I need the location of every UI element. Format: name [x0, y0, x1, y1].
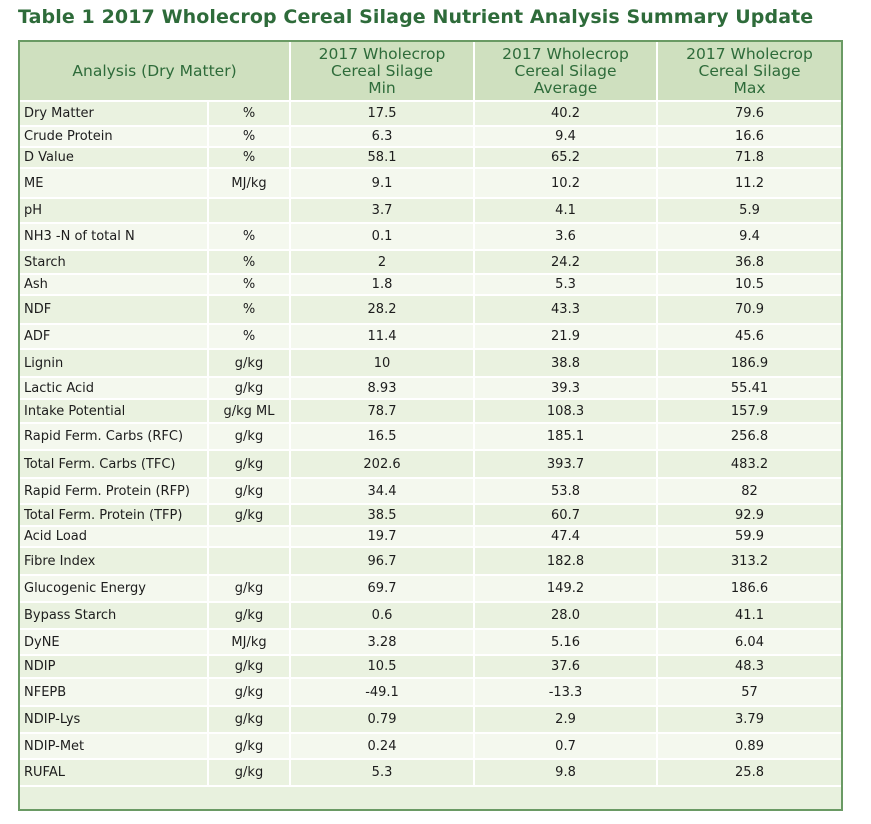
- table-row: [20, 450, 841, 478]
- row-unit: %: [208, 126, 290, 147]
- row-name: NDIP-Met: [20, 733, 208, 759]
- header-analysis: [20, 42, 290, 101]
- row-max: 313.2: [657, 547, 841, 575]
- page-title: Table 1 2017 Wholecrop Cereal Silage Nutrient Analysis Summary Update: [18, 6, 814, 28]
- row-unit: g/kg: [208, 349, 290, 377]
- row-max: 256.8: [657, 423, 841, 450]
- row-max: 36.8: [657, 250, 841, 274]
- row-unit: MJ/kg: [208, 168, 290, 198]
- table-row: [20, 101, 841, 126]
- table-row: [20, 733, 841, 759]
- row-name: NDF: [20, 295, 208, 324]
- row-unit: [208, 526, 290, 547]
- row-max: 71.8: [657, 147, 841, 168]
- row-min: 0.24: [290, 733, 474, 759]
- row-name: D Value: [20, 147, 208, 168]
- row-average: 38.8: [474, 349, 657, 377]
- row-min: 17.5: [290, 101, 474, 126]
- row-max: 186.6: [657, 575, 841, 602]
- row-min: 0.6: [290, 602, 474, 629]
- table-row: [20, 547, 841, 575]
- row-average: 53.8: [474, 478, 657, 504]
- row-unit: [208, 547, 290, 575]
- row-name: Fibre Index: [20, 547, 208, 575]
- row-average: 47.4: [474, 526, 657, 547]
- row-unit: [208, 198, 290, 223]
- row-unit: %: [208, 324, 290, 349]
- row-min: 5.3: [290, 759, 474, 786]
- row-average: 37.6: [474, 655, 657, 678]
- row-min: 28.2: [290, 295, 474, 324]
- row-max: 55.41: [657, 377, 841, 399]
- row-min: 16.5: [290, 423, 474, 450]
- row-min: 9.1: [290, 168, 474, 198]
- row-max: 186.9: [657, 349, 841, 377]
- row-max: 92.9: [657, 504, 841, 526]
- table-row: [20, 349, 841, 377]
- row-min: 8.93: [290, 377, 474, 399]
- nutrient-table-container: [18, 40, 843, 811]
- row-unit: %: [208, 101, 290, 126]
- row-unit: g/kg: [208, 377, 290, 399]
- table-row: [20, 274, 841, 295]
- table-row: [20, 478, 841, 504]
- table-row: [20, 377, 841, 399]
- row-unit: g/kg ML: [208, 399, 290, 423]
- table-row: [20, 324, 841, 349]
- row-name: Rapid Ferm. Carbs (RFC): [20, 423, 208, 450]
- row-average: 24.2: [474, 250, 657, 274]
- row-unit: %: [208, 274, 290, 295]
- row-average: 185.1: [474, 423, 657, 450]
- row-unit: g/kg: [208, 504, 290, 526]
- row-min: 1.8: [290, 274, 474, 295]
- row-unit: %: [208, 250, 290, 274]
- table-row: [20, 423, 841, 450]
- table-header-row: [20, 42, 841, 101]
- row-max: 57: [657, 678, 841, 706]
- row-max: 3.79: [657, 706, 841, 733]
- row-name: RUFAL: [20, 759, 208, 786]
- row-average: 182.8: [474, 547, 657, 575]
- row-name: Total Ferm. Protein (TFP): [20, 504, 208, 526]
- table-row: [20, 399, 841, 423]
- row-max: 10.5: [657, 274, 841, 295]
- row-average: 5.16: [474, 629, 657, 655]
- row-average: 5.3: [474, 274, 657, 295]
- row-name: Acid Load: [20, 526, 208, 547]
- row-unit: g/kg: [208, 602, 290, 629]
- row-name: Glucogenic Energy: [20, 575, 208, 602]
- row-name: Ash: [20, 274, 208, 295]
- row-average: 149.2: [474, 575, 657, 602]
- table-row: [20, 147, 841, 168]
- row-unit: g/kg: [208, 706, 290, 733]
- row-average: 2.9: [474, 706, 657, 733]
- table-row: [20, 223, 841, 250]
- row-max: 41.1: [657, 602, 841, 629]
- row-average: 3.6: [474, 223, 657, 250]
- row-name: Starch: [20, 250, 208, 274]
- header-min-line: Min: [368, 78, 396, 97]
- row-name: Crude Protein: [20, 126, 208, 147]
- row-min: -49.1: [290, 678, 474, 706]
- row-average: 40.2: [474, 101, 657, 126]
- row-name: Lignin: [20, 349, 208, 377]
- row-average: 39.3: [474, 377, 657, 399]
- row-max: 6.04: [657, 629, 841, 655]
- row-max: 9.4: [657, 223, 841, 250]
- table-row: [20, 706, 841, 733]
- row-average: 0.7: [474, 733, 657, 759]
- row-average: 4.1: [474, 198, 657, 223]
- table-body: [20, 101, 841, 786]
- row-min: 3.28: [290, 629, 474, 655]
- header-average-line: Cereal Silage: [514, 61, 617, 80]
- row-average: 9.8: [474, 759, 657, 786]
- table-row: [20, 126, 841, 147]
- row-min: 202.6: [290, 450, 474, 478]
- row-name: Dry Matter: [20, 101, 208, 126]
- row-min: 34.4: [290, 478, 474, 504]
- row-max: 5.9: [657, 198, 841, 223]
- table-row: [20, 250, 841, 274]
- row-name: NDIP-Lys: [20, 706, 208, 733]
- row-name: DyNE: [20, 629, 208, 655]
- table-row: [20, 575, 841, 602]
- row-name: Intake Potential: [20, 399, 208, 423]
- row-unit: g/kg: [208, 759, 290, 786]
- row-unit: g/kg: [208, 478, 290, 504]
- table-row: [20, 678, 841, 706]
- header-average-line: 2017 Wholecrop: [502, 44, 629, 63]
- row-min: 11.4: [290, 324, 474, 349]
- row-name: Total Ferm. Carbs (TFC): [20, 450, 208, 478]
- row-min: 96.7: [290, 547, 474, 575]
- row-name: NH3 -N of total N: [20, 223, 208, 250]
- row-average: 9.4: [474, 126, 657, 147]
- row-average: 65.2: [474, 147, 657, 168]
- row-max: 483.2: [657, 450, 841, 478]
- row-max: 45.6: [657, 324, 841, 349]
- header-min: [290, 42, 474, 101]
- row-min: 10.5: [290, 655, 474, 678]
- row-min: 6.3: [290, 126, 474, 147]
- row-unit: g/kg: [208, 450, 290, 478]
- row-unit: MJ/kg: [208, 629, 290, 655]
- header-min-line: 2017 Wholecrop: [318, 44, 446, 63]
- row-min: 0.1: [290, 223, 474, 250]
- header-average: [474, 42, 657, 101]
- row-max: 79.6: [657, 101, 841, 126]
- row-min: 0.79: [290, 706, 474, 733]
- row-unit: %: [208, 295, 290, 324]
- row-max: 70.9: [657, 295, 841, 324]
- table-row: [20, 295, 841, 324]
- table-row: [20, 655, 841, 678]
- header-max: [657, 42, 841, 101]
- row-name: Lactic Acid: [20, 377, 208, 399]
- table-row: [20, 526, 841, 547]
- row-name: pH: [20, 198, 208, 223]
- header-max-line: 2017 Wholecrop: [686, 44, 813, 63]
- row-min: 38.5: [290, 504, 474, 526]
- table-row: [20, 602, 841, 629]
- row-max: 82: [657, 478, 841, 504]
- row-name: NDIP: [20, 655, 208, 678]
- table-row: [20, 168, 841, 198]
- row-average: -13.3: [474, 678, 657, 706]
- header-max-line: Cereal Silage: [698, 61, 801, 80]
- row-max: 11.2: [657, 168, 841, 198]
- row-max: 157.9: [657, 399, 841, 423]
- table-row: [20, 504, 841, 526]
- row-average: 21.9: [474, 324, 657, 349]
- row-unit: %: [208, 223, 290, 250]
- header-max-line: Max: [733, 78, 766, 97]
- row-average: 28.0: [474, 602, 657, 629]
- row-max: 25.8: [657, 759, 841, 786]
- row-unit: g/kg: [208, 678, 290, 706]
- row-min: 78.7: [290, 399, 474, 423]
- row-unit: g/kg: [208, 575, 290, 602]
- row-average: 60.7: [474, 504, 657, 526]
- row-average: 108.3: [474, 399, 657, 423]
- row-min: 19.7: [290, 526, 474, 547]
- row-max: 16.6: [657, 126, 841, 147]
- table-row: [20, 198, 841, 223]
- nutrient-table: [20, 42, 841, 787]
- row-max: 0.89: [657, 733, 841, 759]
- row-unit: g/kg: [208, 423, 290, 450]
- row-average: 393.7: [474, 450, 657, 478]
- row-average: 43.3: [474, 295, 657, 324]
- row-min: 3.7: [290, 198, 474, 223]
- row-average: 10.2: [474, 168, 657, 198]
- row-name: Rapid Ferm. Protein (RFP): [20, 478, 208, 504]
- row-name: ME: [20, 168, 208, 198]
- row-unit: g/kg: [208, 733, 290, 759]
- row-unit: %: [208, 147, 290, 168]
- table-row: [20, 759, 841, 786]
- row-min: 69.7: [290, 575, 474, 602]
- header-min-line: Cereal Silage: [331, 61, 433, 80]
- row-name: ADF: [20, 324, 208, 349]
- row-name: Bypass Starch: [20, 602, 208, 629]
- row-max: 48.3: [657, 655, 841, 678]
- header-analysis-label: Analysis (Dry Matter): [72, 61, 237, 80]
- row-max: 59.9: [657, 526, 841, 547]
- row-min: 10: [290, 349, 474, 377]
- table-row: [20, 629, 841, 655]
- row-unit: g/kg: [208, 655, 290, 678]
- row-min: 58.1: [290, 147, 474, 168]
- row-min: 2: [290, 250, 474, 274]
- row-name: NFEPB: [20, 678, 208, 706]
- header-average-line: Average: [533, 78, 598, 97]
